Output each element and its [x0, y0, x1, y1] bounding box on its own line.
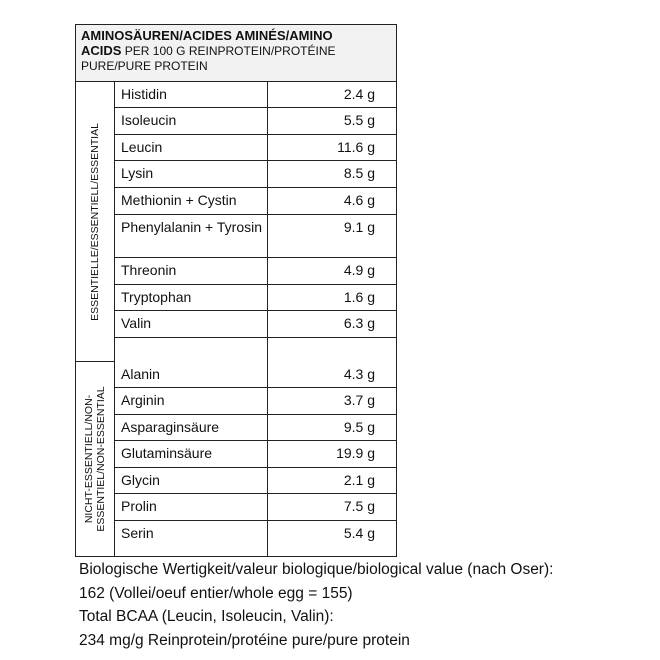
table-row	[115, 215, 396, 258]
header-line-1: AMINOSÄUREN/ACIDES AMINÉS/AMINO	[81, 28, 333, 43]
table-row	[115, 521, 396, 556]
amino-acid-name: Serin	[115, 521, 268, 556]
amino-acid-value: 5.5 g	[343, 112, 375, 128]
amino-acid-name: Asparaginsäure	[115, 415, 268, 440]
header-line-3: PURE/PURE PROTEIN	[81, 59, 208, 73]
table-row	[115, 388, 396, 415]
table-row	[115, 108, 396, 135]
amino-acid-value: 19.9 g	[336, 445, 375, 461]
table-row	[115, 415, 396, 441]
amino-acid-name: Glycin	[115, 468, 268, 493]
footer-line-1: Biologische Wertigkeit/valeur biologique/biological value (nach Oser):	[79, 561, 554, 578]
amino-acid-name: Isoleucin	[115, 108, 268, 134]
amino-acid-name: Alanin	[115, 362, 268, 387]
amino-acid-name: Glutaminsäure	[115, 441, 268, 467]
table-row	[115, 135, 396, 161]
amino-acid-value: 6.3 g	[343, 315, 375, 331]
amino-acid-value: 5.4 g	[343, 525, 375, 541]
footer-line-2: 162 (Vollei/oeuf entier/whole egg = 155)	[79, 584, 353, 602]
amino-acid-name: Methionin + Cystin	[115, 188, 268, 214]
amino-acid-name: Phenylalanin + Tyrosin	[115, 215, 268, 257]
table-header	[76, 25, 396, 82]
amino-acid-name: Tryptophan	[115, 285, 268, 310]
amino-acid-value: 11.6 g	[337, 139, 375, 155]
table-row	[115, 362, 396, 388]
amino-acid-name: Leucin	[115, 135, 268, 160]
amino-acid-value: 4.9 g	[343, 262, 375, 278]
nonessential-label: NICHT-ESSENTIELL/NON- ESSENTIEL/NON-ESSENTIAL	[83, 386, 107, 532]
amino-acid-name: Prolin	[115, 494, 268, 520]
essential-label: ESSENTIELLE/ESSENTIELL/ESSENTIAL	[89, 122, 101, 321]
amino-acid-value: 4.3 g	[343, 366, 375, 382]
table-row-spacer	[115, 338, 396, 362]
amino-acid-value: 9.1 g	[343, 219, 375, 235]
amino-acid-name: Threonin	[115, 258, 268, 284]
table-row	[115, 188, 396, 215]
amino-acid-value: 3.7 g	[343, 392, 375, 408]
table-row	[115, 82, 396, 108]
amino-acid-name: Valin	[115, 311, 268, 337]
amino-acid-value: 8.5 g	[343, 165, 375, 181]
footer-notes	[79, 558, 649, 652]
amino-acid-value: 4.6 g	[343, 192, 375, 208]
table-row	[115, 285, 396, 311]
table-row	[115, 258, 396, 285]
table-row	[115, 494, 396, 521]
amino-acid-table	[75, 24, 397, 557]
amino-acid-name: Arginin	[115, 388, 268, 414]
table-row	[115, 311, 396, 338]
essential-section-label	[76, 82, 115, 362]
table-row	[115, 441, 396, 468]
footer-line-3: Total BCAA (Leucin, Isoleucin, Valin):	[79, 608, 334, 625]
amino-acid-name: Lysin	[115, 161, 268, 187]
amino-acid-value: 2.4 g	[343, 86, 375, 102]
header-line-2: ACIDS PER 100 G REINPROTEIN/PROTÉINE	[81, 43, 336, 58]
amino-acid-value: 9.5 g	[343, 419, 375, 435]
table-row	[115, 161, 396, 188]
nonessential-section-label	[76, 362, 115, 556]
amino-acid-name: Histidin	[115, 82, 268, 107]
empty-cell	[115, 338, 268, 362]
footer-line-4: 234 mg/g Reinprotein/protéine pure/pure protein	[79, 631, 410, 649]
table-row	[115, 468, 396, 494]
amino-acid-value: 1.6 g	[343, 289, 375, 305]
amino-acid-value: 7.5 g	[343, 498, 375, 514]
amino-acid-value: 2.1 g	[343, 472, 375, 488]
